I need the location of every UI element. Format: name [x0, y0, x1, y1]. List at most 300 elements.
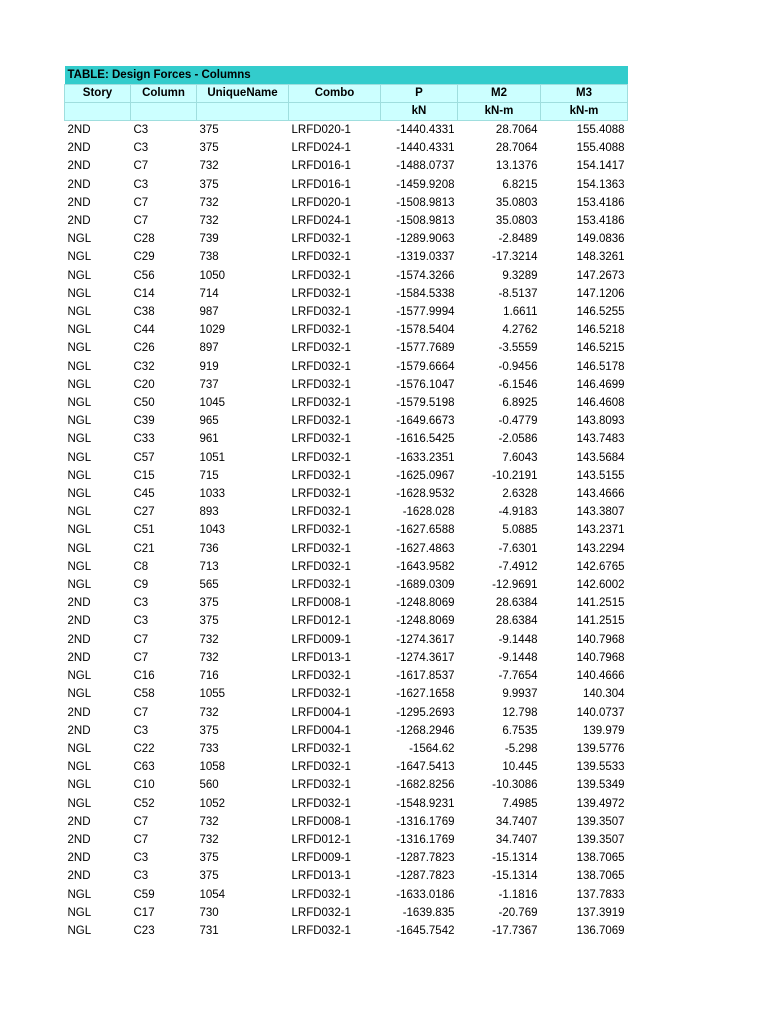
table-row [65, 449, 628, 467]
cell-p: -1248.8069 [396, 597, 455, 610]
cell-p: -1628.9532 [396, 488, 455, 501]
cell-unique-name: 1050 [199, 269, 226, 282]
cell-p: -1488.0737 [396, 160, 455, 173]
cell-m3: 141.2515 [576, 615, 625, 628]
cell-combo: LRFD012-1 [291, 833, 351, 846]
cell-m3: 146.5218 [576, 324, 625, 337]
cell-combo: LRFD032-1 [291, 524, 351, 537]
cell-combo: LRFD032-1 [291, 670, 351, 683]
cell-combo: LRFD032-1 [291, 342, 351, 355]
cell-combo: LRFD032-1 [291, 415, 351, 428]
cell-combo: LRFD032-1 [291, 542, 351, 555]
cell-m3: 147.1206 [576, 287, 625, 300]
cell-column: C10 [133, 779, 155, 792]
cell-p: -1643.9582 [396, 560, 455, 573]
cell-story: NGL [67, 324, 92, 337]
cell-p: -1316.1769 [396, 833, 455, 846]
cell-story: 2ND [67, 852, 91, 865]
table-row [65, 612, 628, 630]
cell-story: 2ND [67, 633, 91, 646]
cell-m2: -15.1314 [492, 852, 538, 865]
table-row [65, 358, 628, 376]
cell-p: -1584.5338 [396, 287, 455, 300]
table-row [65, 886, 628, 904]
cell-column: C3 [133, 870, 149, 883]
cell-unique-name: 375 [199, 852, 219, 865]
cell-p: -1289.9063 [396, 233, 455, 246]
cell-combo: LRFD032-1 [291, 269, 351, 282]
cell-m2: -12.9691 [492, 579, 538, 592]
cell-m3: 154.1363 [576, 178, 625, 191]
cell-m3: 139.3507 [576, 815, 625, 828]
cell-story: NGL [67, 742, 92, 755]
cell-story: NGL [67, 451, 92, 464]
cell-column: C8 [133, 560, 149, 573]
header-story: Story [65, 85, 131, 103]
cell-combo: LRFD032-1 [291, 324, 351, 337]
cell-unique-name: 714 [199, 287, 219, 300]
cell-unique-name: 739 [199, 233, 219, 246]
table-row [65, 339, 628, 357]
cell-column: C7 [133, 815, 149, 828]
cell-p: -1508.9813 [396, 196, 455, 209]
cell-story: NGL [67, 415, 92, 428]
cell-combo: LRFD013-1 [291, 870, 351, 883]
table-row [65, 485, 628, 503]
table-row [65, 576, 628, 594]
cell-unique-name: 961 [199, 433, 219, 446]
cell-combo: LRFD020-1 [291, 124, 351, 136]
header-m3: M3 [541, 85, 628, 103]
cell-unique-name: 732 [199, 815, 219, 828]
cell-m3: 139.5533 [576, 761, 625, 774]
cell-unique-name: 919 [199, 360, 219, 373]
cell-column: C57 [133, 451, 155, 464]
table-row [65, 558, 628, 576]
cell-p: -1577.9994 [396, 306, 455, 319]
cell-m3: 146.5215 [576, 342, 625, 355]
cell-column: C20 [133, 378, 155, 391]
cell-story: 2ND [67, 196, 91, 209]
cell-unique-name: 736 [199, 542, 219, 555]
cell-p: -1682.8256 [396, 779, 455, 792]
cell-m2: 4.2762 [502, 324, 538, 337]
cell-story: NGL [67, 233, 92, 246]
cell-m3: 143.8093 [576, 415, 625, 428]
cell-m3: 143.5155 [576, 469, 625, 482]
cell-unique-name: 1033 [199, 488, 226, 501]
unit-story [65, 103, 131, 121]
cell-column: C3 [133, 142, 149, 155]
cell-story: NGL [67, 524, 92, 537]
cell-unique-name: 375 [199, 178, 219, 191]
table-row [65, 503, 628, 521]
cell-m2: -2.0586 [498, 433, 538, 446]
table-title: TABLE: Design Forces - Columns [65, 66, 628, 85]
cell-m3: 155.4088 [576, 124, 625, 136]
cell-column: C3 [133, 178, 149, 191]
cell-p: -1616.5425 [396, 433, 455, 446]
cell-m2: -10.2191 [492, 469, 538, 482]
cell-story: 2ND [67, 724, 91, 737]
cell-unique-name: 732 [199, 196, 219, 209]
cell-p: -1548.9231 [396, 797, 455, 810]
cell-column: C23 [133, 924, 155, 937]
cell-m3: 146.5178 [576, 360, 625, 373]
cell-column: C14 [133, 287, 155, 300]
cell-m2: -3.5559 [498, 342, 538, 355]
cell-column: C7 [133, 651, 149, 664]
cell-story: NGL [67, 924, 92, 937]
cell-m2: 7.4985 [502, 797, 538, 810]
table-row [65, 831, 628, 849]
cell-m3: 140.304 [582, 688, 625, 701]
table-row [65, 667, 628, 685]
cell-unique-name: 375 [199, 870, 219, 883]
cell-m3: 140.4666 [576, 670, 625, 683]
cell-unique-name: 987 [199, 306, 219, 319]
cell-unique-name: 375 [199, 615, 219, 628]
cell-unique-name: 1055 [199, 688, 226, 701]
cell-story: 2ND [67, 124, 91, 136]
cell-p: -1689.0309 [396, 579, 455, 592]
table-row [65, 303, 628, 321]
cell-m3: 140.0737 [576, 706, 625, 719]
table-row [65, 922, 628, 940]
cell-m2: 28.7064 [495, 124, 538, 136]
cell-column: C38 [133, 306, 155, 319]
cell-story: 2ND [67, 651, 91, 664]
cell-m2: 34.7407 [495, 815, 538, 828]
cell-unique-name: 893 [199, 506, 219, 519]
cell-unique-name: 732 [199, 651, 219, 664]
cell-story: NGL [67, 251, 92, 264]
cell-m3: 143.4666 [576, 488, 625, 501]
cell-p: -1627.1658 [396, 688, 455, 701]
cell-m2: 6.7535 [502, 724, 538, 737]
cell-unique-name: 738 [199, 251, 219, 264]
cell-unique-name: 375 [199, 597, 219, 610]
cell-m2: -7.4912 [498, 560, 538, 573]
cell-unique-name: 713 [199, 560, 219, 573]
cell-story: NGL [67, 360, 92, 373]
cell-combo: LRFD032-1 [291, 287, 351, 300]
table-row [65, 121, 628, 140]
cell-m2: -8.5137 [498, 287, 538, 300]
cell-unique-name: 737 [199, 378, 219, 391]
unit-p: kN [381, 103, 458, 121]
cell-m2: -10.3086 [492, 779, 538, 792]
cell-combo: LRFD016-1 [291, 160, 351, 173]
cell-m2: -0.4779 [498, 415, 538, 428]
table-row [65, 194, 628, 212]
cell-column: C63 [133, 761, 155, 774]
cell-m2: 28.6384 [495, 597, 538, 610]
cell-unique-name: 732 [199, 833, 219, 846]
table-row [65, 795, 628, 813]
cell-combo: LRFD032-1 [291, 451, 351, 464]
table-row [65, 157, 628, 175]
table-row [65, 376, 628, 394]
cell-combo: LRFD032-1 [291, 488, 351, 501]
cell-m2: 5.0885 [502, 524, 538, 537]
cell-p: -1316.1769 [396, 815, 455, 828]
cell-combo: LRFD013-1 [291, 651, 351, 664]
cell-unique-name: 375 [199, 124, 219, 136]
cell-column: C7 [133, 160, 149, 173]
cell-p: -1248.8069 [396, 615, 455, 628]
cell-p: -1579.6664 [396, 360, 455, 373]
cell-story: NGL [67, 269, 92, 282]
cell-combo: LRFD024-1 [291, 215, 351, 228]
cell-story: NGL [67, 488, 92, 501]
cell-m2: 6.8925 [502, 397, 538, 410]
header-m2: M2 [458, 85, 541, 103]
cell-combo: LRFD024-1 [291, 142, 351, 155]
cell-m2: 35.0803 [495, 215, 538, 228]
table-row [65, 430, 628, 448]
cell-combo: LRFD020-1 [291, 196, 351, 209]
cell-story: 2ND [67, 142, 91, 155]
cell-column: C16 [133, 670, 155, 683]
cell-story: 2ND [67, 706, 91, 719]
cell-p: -1268.2946 [396, 724, 455, 737]
cell-m3: 137.3919 [576, 906, 625, 919]
cell-story: 2ND [67, 815, 91, 828]
cell-m2: -20.769 [498, 906, 538, 919]
cell-unique-name: 565 [199, 579, 219, 592]
cell-m3: 143.7483 [576, 433, 625, 446]
cell-m2: -0.9456 [498, 360, 538, 373]
cell-m3: 142.6002 [576, 579, 625, 592]
cell-m2: 9.9937 [502, 688, 538, 701]
cell-story: NGL [67, 779, 92, 792]
cell-combo: LRFD016-1 [291, 178, 351, 191]
cell-unique-name: 375 [199, 142, 219, 155]
cell-p: -1274.3617 [396, 633, 455, 646]
cell-p: -1578.5404 [396, 324, 455, 337]
cell-m3: 141.2515 [576, 597, 625, 610]
cell-story: NGL [67, 342, 92, 355]
cell-unique-name: 965 [199, 415, 219, 428]
cell-story: NGL [67, 906, 92, 919]
table-row [65, 649, 628, 667]
table-title-row [65, 66, 628, 85]
cell-column: C3 [133, 124, 149, 136]
cell-column: C3 [133, 597, 149, 610]
cell-combo: LRFD032-1 [291, 397, 351, 410]
cell-m2: 1.6611 [503, 306, 538, 319]
cell-p: -1287.7823 [396, 870, 455, 883]
cell-story: NGL [67, 469, 92, 482]
cell-column: C7 [133, 215, 149, 228]
table-row [65, 176, 628, 194]
cell-m3: 140.7968 [576, 651, 625, 664]
table-row [65, 285, 628, 303]
cell-m2: 34.7407 [495, 833, 538, 846]
cell-combo: LRFD032-1 [291, 469, 351, 482]
cell-m3: 139.4972 [576, 797, 625, 810]
cell-story: NGL [67, 287, 92, 300]
cell-m2: 35.0803 [495, 196, 538, 209]
cell-combo: LRFD032-1 [291, 779, 351, 792]
table-row [65, 704, 628, 722]
cell-column: C26 [133, 342, 155, 355]
cell-combo: LRFD012-1 [291, 615, 351, 628]
cell-combo: LRFD009-1 [291, 633, 351, 646]
cell-combo: LRFD032-1 [291, 579, 351, 592]
cell-m2: 13.1376 [495, 160, 538, 173]
cell-column: C56 [133, 269, 155, 282]
units-row [65, 103, 628, 121]
cell-m2: -1.1816 [498, 888, 538, 901]
cell-p: -1574.3266 [396, 269, 455, 282]
table-row [65, 267, 628, 285]
cell-p: -1287.7823 [396, 852, 455, 865]
cell-combo: LRFD032-1 [291, 506, 351, 519]
cell-column: C50 [133, 397, 155, 410]
cell-m2: -4.9183 [498, 506, 538, 519]
cell-story: NGL [67, 542, 92, 555]
header-unique-name: UniqueName [197, 85, 289, 103]
cell-p: -1295.2693 [396, 706, 455, 719]
cell-column: C17 [133, 906, 155, 919]
cell-m2: -9.1448 [498, 651, 538, 664]
cell-story: 2ND [67, 597, 91, 610]
table-row [65, 631, 628, 649]
cell-column: C39 [133, 415, 155, 428]
table-row [65, 776, 628, 794]
cell-m3: 137.7833 [576, 888, 625, 901]
cell-m3: 139.979 [582, 724, 625, 737]
cell-p: -1647.5413 [396, 761, 455, 774]
table-row [65, 540, 628, 558]
cell-m3: 139.3507 [576, 833, 625, 846]
cell-story: NGL [67, 670, 92, 683]
cell-unique-name: 730 [199, 906, 219, 919]
cell-m3: 154.1417 [576, 160, 625, 173]
cell-p: -1579.5198 [396, 397, 455, 410]
cell-p: -1639.835 [402, 906, 455, 919]
cell-story: NGL [67, 378, 92, 391]
cell-story: NGL [67, 579, 92, 592]
cell-m2: -17.7367 [492, 924, 538, 937]
cell-column: C44 [133, 324, 155, 337]
cell-m2: 28.6384 [495, 615, 538, 628]
cell-combo: LRFD032-1 [291, 560, 351, 573]
unit-m2: kN-m [458, 103, 541, 121]
cell-p: -1440.4331 [396, 142, 455, 155]
design-forces-sheet [64, 66, 627, 940]
cell-column: C32 [133, 360, 155, 373]
table-row [65, 412, 628, 430]
cell-p: -1633.0186 [396, 888, 455, 901]
cell-story: NGL [67, 397, 92, 410]
cell-combo: LRFD032-1 [291, 688, 351, 701]
cell-combo: LRFD032-1 [291, 233, 351, 246]
cell-m2: -17.3214 [492, 251, 538, 264]
cell-story: 2ND [67, 160, 91, 173]
table-row [65, 740, 628, 758]
cell-column: C58 [133, 688, 155, 701]
table-row [65, 685, 628, 703]
cell-combo: LRFD032-1 [291, 888, 351, 901]
cell-m2: -2.8489 [498, 233, 538, 246]
table-row [65, 248, 628, 266]
cell-m2: -7.6301 [498, 542, 538, 555]
cell-column: C29 [133, 251, 155, 264]
cell-m2: -15.1314 [492, 870, 538, 883]
cell-combo: LRFD008-1 [291, 597, 351, 610]
cell-column: C7 [133, 706, 149, 719]
cell-unique-name: 715 [199, 469, 219, 482]
cell-combo: LRFD032-1 [291, 251, 351, 264]
cell-m3: 138.7065 [576, 852, 625, 865]
cell-combo: LRFD032-1 [291, 906, 351, 919]
cell-m2: 10.445 [502, 761, 538, 774]
cell-combo: LRFD032-1 [291, 797, 351, 810]
cell-m2: 9.3289 [502, 269, 538, 282]
cell-story: 2ND [67, 615, 91, 628]
cell-m2: 2.6328 [502, 488, 538, 501]
header-p: P [381, 85, 458, 103]
cell-combo: LRFD008-1 [291, 815, 351, 828]
cell-combo: LRFD004-1 [291, 724, 351, 737]
cell-m2: -7.7654 [498, 670, 538, 683]
table-row [65, 212, 628, 230]
cell-m2: -6.1546 [498, 378, 538, 391]
cell-m3: 143.5684 [576, 451, 625, 464]
table-row [65, 867, 628, 885]
cell-p: -1440.4331 [396, 124, 455, 136]
cell-m3: 143.2294 [576, 542, 625, 555]
unit-column [131, 103, 197, 121]
header-combo: Combo [289, 85, 381, 103]
cell-m3: 153.4186 [576, 196, 625, 209]
cell-p: -1633.2351 [396, 451, 455, 464]
cell-column: C9 [133, 579, 149, 592]
cell-story: NGL [67, 433, 92, 446]
cell-p: -1625.0967 [396, 469, 455, 482]
cell-m2: -9.1448 [498, 633, 538, 646]
cell-p: -1576.1047 [396, 378, 455, 391]
cell-unique-name: 1058 [199, 761, 226, 774]
cell-m2: -5.298 [504, 742, 538, 755]
cell-m3: 149.0836 [576, 233, 625, 246]
cell-m2: 6.8215 [502, 178, 538, 191]
cell-column: C3 [133, 615, 149, 628]
cell-column: C3 [133, 852, 149, 865]
cell-column: C27 [133, 506, 155, 519]
cell-p: -1645.7542 [396, 924, 455, 937]
cell-p: -1564.62 [409, 742, 455, 755]
cell-p: -1627.6588 [396, 524, 455, 537]
cell-combo: LRFD032-1 [291, 378, 351, 391]
cell-story: NGL [67, 506, 92, 519]
cell-p: -1649.6673 [396, 415, 455, 428]
cell-m3: 140.7968 [576, 633, 625, 646]
table-row [65, 813, 628, 831]
cell-column: C45 [133, 488, 155, 501]
cell-m3: 147.2673 [576, 269, 625, 282]
unit-m3: kN-m [541, 103, 628, 121]
cell-combo: LRFD032-1 [291, 742, 351, 755]
table-row [65, 849, 628, 867]
cell-combo: LRFD004-1 [291, 706, 351, 719]
table-row [65, 230, 628, 248]
cell-unique-name: 1052 [199, 797, 226, 810]
cell-unique-name: 731 [199, 924, 219, 937]
